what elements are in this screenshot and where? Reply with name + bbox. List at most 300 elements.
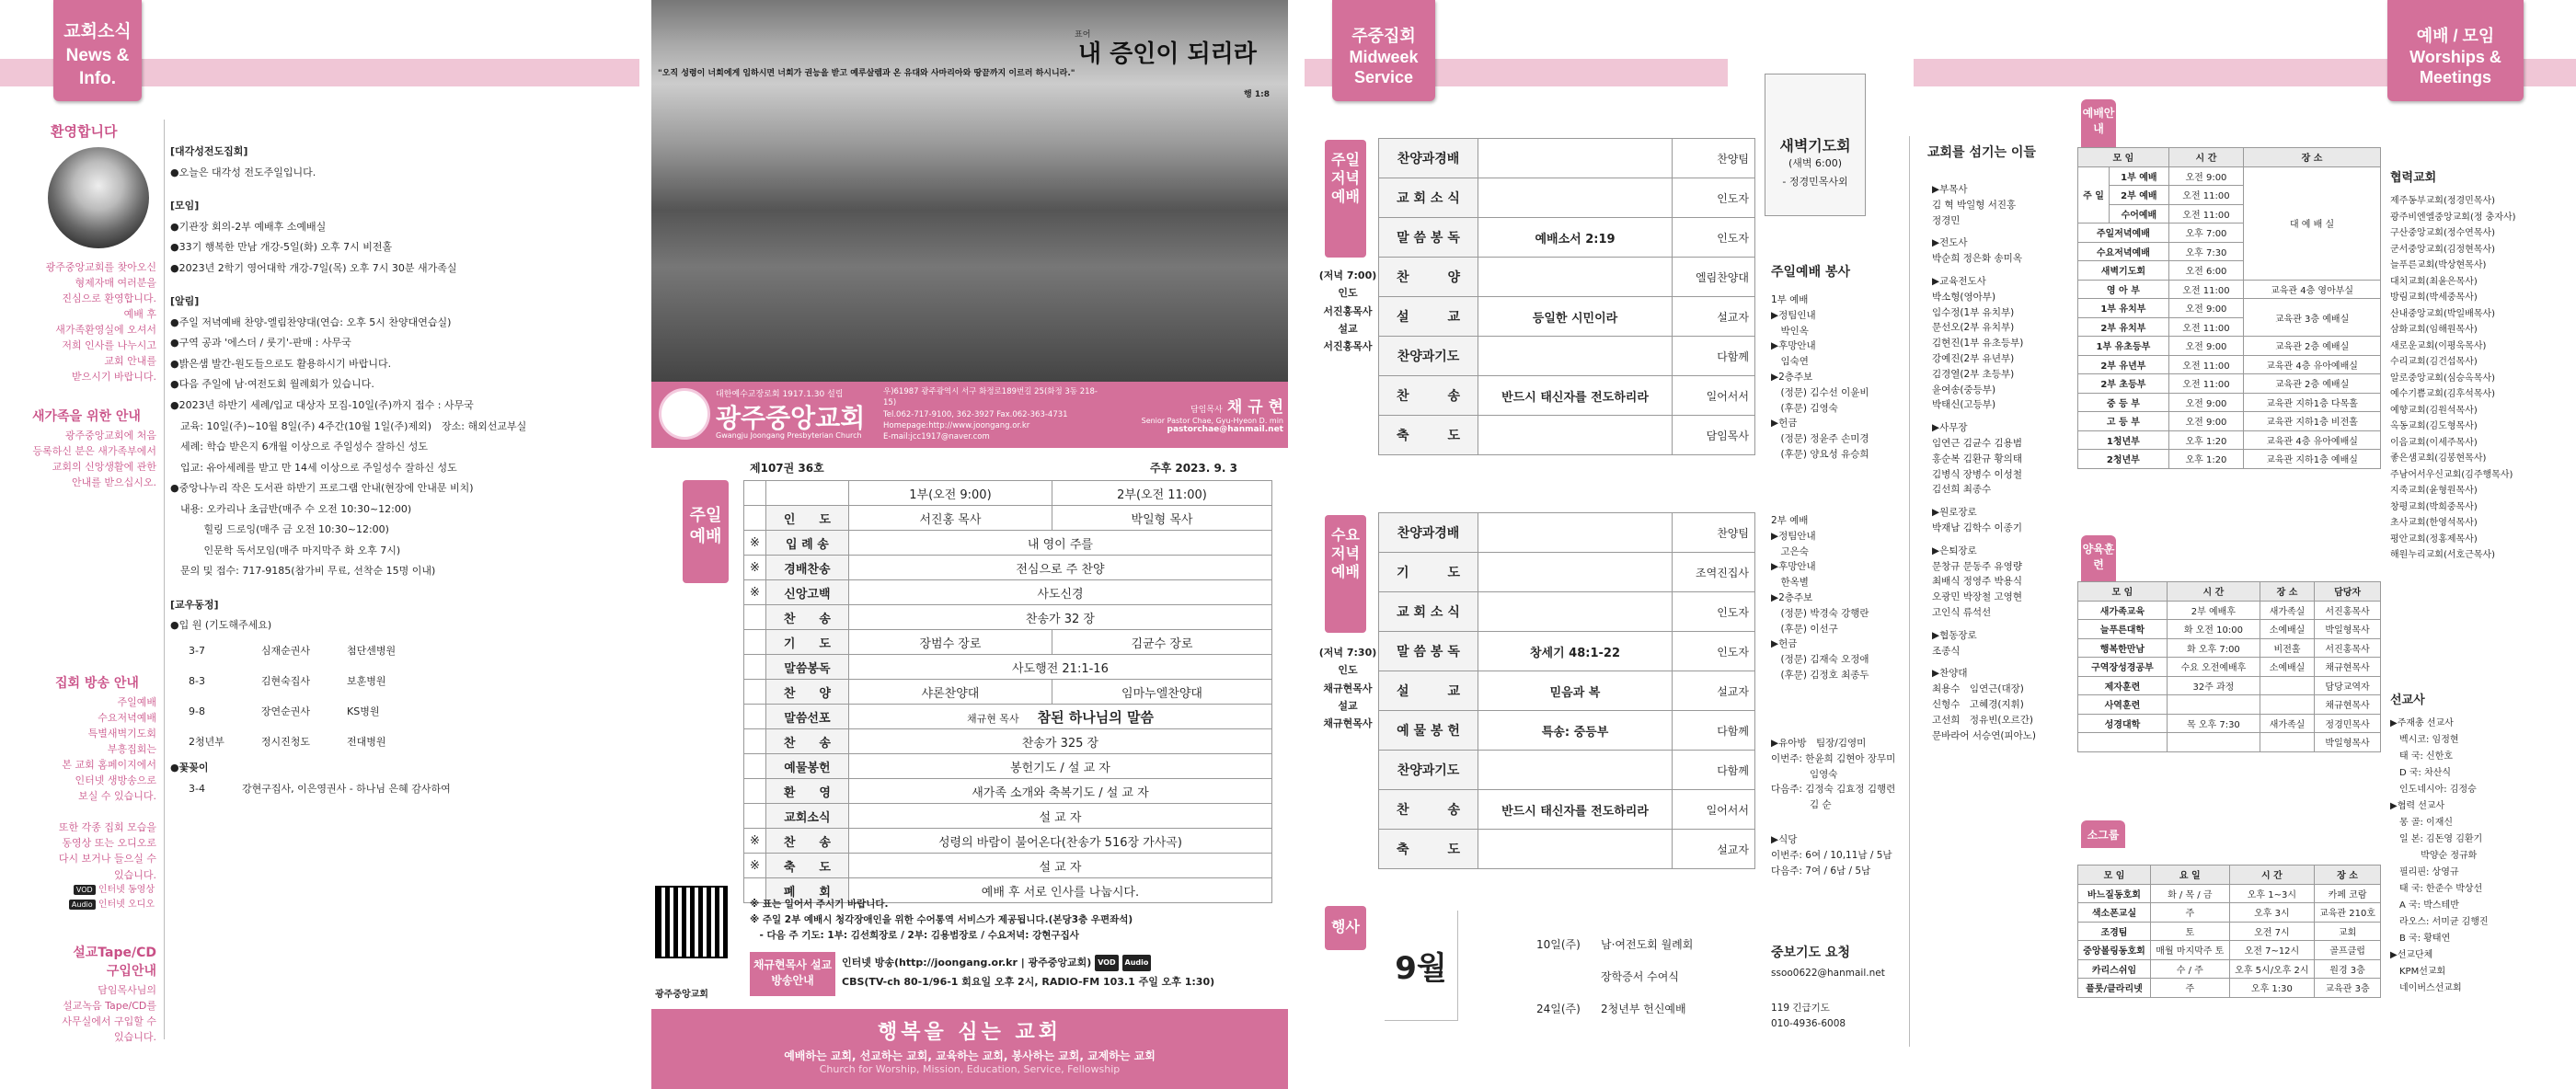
- worship-label: 주일예배: [683, 480, 729, 583]
- welcome-text: [9, 259, 156, 384]
- service-row: [1379, 376, 1755, 416]
- order-name: 교회소식: [765, 804, 848, 829]
- sun-info-line: 인도: [1338, 287, 1358, 300]
- serve-line: ▶2층주보: [1771, 591, 1813, 603]
- service-item: 찬 양: [1379, 258, 1478, 297]
- table-cell: 박일형목사: [2315, 733, 2381, 752]
- broadcast-line: 특별새벽기도회: [87, 728, 156, 740]
- service-item: 말 씀 봉 독: [1379, 632, 1478, 671]
- verse-text: "오직 성령이 너희에게 임하시면 너희가 권능을 받고 예루살렘과 온 유대와 사마리아와 땅끝까지 이르러 하시니라.": [658, 69, 1075, 78]
- church-sub: 대한예수교장로회 1917.1.30 설립: [716, 390, 844, 399]
- table-cell: 사역훈련: [2078, 695, 2168, 715]
- broadcast-text: [9, 694, 156, 883]
- hospital-row: [170, 667, 414, 697]
- coop-line: 예수기쁨교회(김후석목사): [2390, 389, 2496, 399]
- worship-name: 1부 예배: [2110, 166, 2169, 186]
- worship-name: 2부 유년부: [2078, 355, 2169, 374]
- table-cell: 새가족실: [2260, 714, 2314, 733]
- serve-title: 주일예배 봉사: [1771, 265, 1851, 280]
- event-name: 남·여전도회 월례회: [1601, 938, 1694, 951]
- table-cell: 새가족실: [2260, 601, 2314, 620]
- worship-order-table: [743, 480, 1272, 903]
- worship-place: 교육관 2층 예배실: [2244, 374, 2381, 394]
- service-person: 설교자: [1673, 297, 1755, 337]
- hospital-cell: 심재순권사: [260, 645, 311, 658]
- order-content: [848, 705, 1271, 729]
- team-line: ▶협동장로: [1932, 629, 1977, 641]
- events: [1536, 929, 1693, 1025]
- newcomer-heading: 새가족을 위한 안내: [32, 409, 141, 424]
- broadcast-line: 주일예배: [117, 696, 156, 708]
- hospital-row: [170, 697, 414, 728]
- table-cell: 구역장성경공부: [2078, 658, 2168, 677]
- serve-line: (후문) 이선구: [1771, 623, 1838, 635]
- service-row: [1379, 416, 1755, 455]
- order-mark: [744, 506, 766, 531]
- service-row: [1379, 671, 1755, 711]
- date: 주후 2023. 9. 3: [1150, 462, 1237, 475]
- sun-info-line: 서진홍목사: [1323, 304, 1373, 317]
- coop-line: 새로운교회(이평욱목사): [2390, 340, 2487, 351]
- service-person: 담임목사: [1673, 416, 1755, 455]
- nursery-info: [1771, 736, 1895, 813]
- table-head-cell: 시 간: [2168, 148, 2243, 167]
- meal-line: ▶식당: [1771, 834, 1798, 845]
- preacher: 채규현 목사: [966, 712, 1019, 725]
- order-row: [744, 854, 1272, 878]
- table-cell: 채규현목사: [2315, 695, 2381, 715]
- serve-line: 고은숙: [1771, 545, 1809, 557]
- order-row: [744, 829, 1272, 854]
- worship-place: 교육관 지하1층 비전홀: [2244, 412, 2381, 431]
- worship-time: 오전 9:00: [2168, 299, 2243, 318]
- news-tab: [53, 0, 142, 101]
- table-cell: 중앙볼링동호회: [2078, 941, 2151, 960]
- coop-line: 수리교회(김건섭목사): [2390, 357, 2478, 367]
- order-b: 박일형 목사: [1052, 506, 1271, 531]
- coop-line: 주남어서우신교회(김주행목사): [2390, 469, 2513, 480]
- serve-line: 박인옥: [1771, 325, 1809, 337]
- order-name: [765, 481, 848, 506]
- coop-line: 구산중앙교회(정수연목사): [2390, 228, 2496, 238]
- coop-line: 해원누리교회(서호근목사): [2390, 550, 2496, 560]
- mission-line: 몽 골: 이재신: [2390, 818, 2454, 828]
- hospital-cell: 3-7: [189, 645, 205, 658]
- wed-info-line: (저녁 7:30): [1318, 647, 1377, 659]
- table-cell: [2260, 695, 2314, 715]
- mission-line: KPM선교회: [2390, 967, 2446, 977]
- mission-line: 일 본: 김돈영 김환기: [2390, 834, 2483, 844]
- news-item: 교육: 10일(주)~10월 8일(주) 4주간(10월 1일(주)제외) 장소: 해외선교부실: [170, 419, 527, 432]
- table-cell: 카페 코람: [2315, 884, 2381, 903]
- service-item: 축 도: [1379, 830, 1478, 869]
- serve-line: (후문) 김정호 최종두: [1771, 669, 1869, 681]
- table-cell: 카리스쉬임: [2078, 959, 2151, 979]
- serve-line: (정문) 박경숙 강행란: [1771, 607, 1869, 619]
- service-row: [1379, 711, 1755, 751]
- newcomer-line: 광주중앙교회에 처음: [64, 430, 156, 441]
- hospital-cell: 전대병원: [347, 736, 386, 749]
- order-row: [744, 804, 1272, 829]
- table-cell: 제자훈련: [2078, 676, 2168, 695]
- mission-line: ▶선교단체: [2390, 950, 2433, 960]
- prayer-email[interactable]: ssoo0622@hanmail.net: [1771, 968, 1885, 979]
- welcome-line: 광주중앙교회를 찾아오신: [45, 261, 156, 273]
- team-line: 홍순복 김환규 황의태: [1932, 453, 2022, 464]
- worship-time: 오전 11:00: [2168, 280, 2243, 299]
- service-person: 설교자: [1673, 671, 1755, 711]
- team-line: 고선희 정유빈(오르간): [1932, 714, 2033, 726]
- order-mark: ※: [744, 580, 766, 605]
- service-content: 창세기 48:1-22: [1478, 632, 1673, 671]
- team-line: 김경열(2부 초등부): [1932, 368, 2015, 380]
- order-content: 새가족 소개와 축복기도 / 설 교 자: [848, 779, 1271, 804]
- order-mark: [744, 680, 766, 705]
- service-content: 반드시 태신자를 전도하리라: [1478, 790, 1673, 830]
- tab-title-ko: 교회소식: [63, 22, 132, 41]
- table-cell: 늘푸른대학: [2078, 620, 2168, 639]
- serve-line: ▶정팀인내: [1771, 309, 1816, 321]
- table-cell: 오후 1~3시: [2229, 884, 2315, 903]
- table-cell: 담당교역자: [2315, 676, 2381, 695]
- broadcast-line: 동영상 또는 오디오로: [62, 837, 156, 850]
- wednesday-evening-table: [1378, 512, 1755, 869]
- table-head-cell: 장 소: [2315, 865, 2381, 885]
- service-content: [1478, 416, 1673, 455]
- table-row: [2078, 884, 2381, 903]
- sermon-title: 참된 하나님의 말씀: [1037, 708, 1154, 726]
- tape-line: 담임목사님의: [98, 984, 156, 996]
- coop-line: 늘푸른교회(박상현목사): [2390, 260, 2487, 270]
- order-content: 설 교 자: [848, 804, 1271, 829]
- pastor-info: 담임목사 채 규 현 Senior Pastor Chae, Gyu-Hyeon D. min pastorchae@hanmail.net: [1141, 398, 1283, 434]
- table-row: [2078, 430, 2381, 450]
- mission-line: 인도네시아: 김정승: [2390, 785, 2477, 795]
- meal-line: 다음주: 7여 / 6남 / 5남: [1771, 865, 1871, 877]
- table-cell: 비전홀: [2260, 638, 2314, 658]
- sun-info-line: 서진홍목사: [1323, 340, 1373, 352]
- order-row: [744, 580, 1272, 605]
- service-person: 인도자: [1673, 592, 1755, 632]
- team-line: ▶교육전도사: [1932, 275, 1986, 287]
- coop-line: 옥동교회(김도형목사): [2390, 421, 2478, 431]
- order-row: [744, 605, 1272, 630]
- order-row: [744, 729, 1272, 754]
- note-line: ※ 주일 2부 예배시 청각장애인을 위한 수어통역 서비스가 제공됩니다.(본당3층 우편좌석): [750, 913, 1133, 925]
- table-head-cell: 시 간: [2167, 582, 2260, 602]
- event-month: 9월: [1385, 911, 1458, 1021]
- prayer-title: 중보기도 요청: [1771, 946, 1851, 960]
- order-name: 경배찬송: [765, 556, 848, 580]
- team-line: 정경민: [1932, 214, 1961, 226]
- team-line: 고인식 류석선: [1932, 606, 1992, 618]
- table-cell: 박일형목사: [2315, 620, 2381, 639]
- table-cell: 정경민목사: [2315, 714, 2381, 733]
- worship-time: 오전 9:00: [2168, 412, 2243, 431]
- divider: [164, 120, 165, 1039]
- team-line: 조종식: [1932, 645, 1961, 657]
- table-cell: [2167, 695, 2260, 715]
- table-header: [2078, 865, 2381, 885]
- divider: [1909, 136, 1910, 1047]
- service-content: [1478, 178, 1673, 218]
- coop-line: 예향교회(김원석목사): [2390, 405, 2478, 416]
- coop-title: 협력교회: [2390, 171, 2437, 185]
- wed-info-line: 인도: [1338, 664, 1358, 677]
- hospital-row: [170, 728, 414, 758]
- coop-line: 좋은샘교회(김봉현목사): [2390, 453, 2487, 464]
- order-mark: [744, 705, 766, 729]
- table-cell: 조경팀: [2078, 922, 2151, 941]
- table-row: [2078, 620, 2381, 639]
- welcome-line: 새가족환영실에 오셔서: [55, 324, 156, 337]
- order-row: [744, 556, 1272, 580]
- table-cell: 주: [2150, 903, 2229, 923]
- table-row: [2078, 374, 2381, 394]
- broadcast-line: 인터넷 생방송으로: [75, 774, 156, 787]
- order-a: 서진홍 목사: [848, 506, 1052, 531]
- team-line: 임수정(1부 유치부): [1932, 306, 2015, 318]
- order-content: 설 교 자: [848, 854, 1271, 878]
- mission-title: 선교사: [2390, 694, 2425, 707]
- broadcast-line: 보실 수 있습니다.: [78, 790, 156, 803]
- worship-place: 교육관 2층 예배실: [2244, 337, 2381, 356]
- news-body: [170, 129, 635, 799]
- broadcast-line: 본 교회 홈페이지에서: [62, 759, 156, 772]
- serve-line: 임숙연: [1771, 356, 1809, 368]
- order-name: 폐 회: [765, 878, 848, 903]
- team-line: ▶찬양대: [1932, 668, 1968, 680]
- team-line: 문창규 문동주 유영량: [1932, 560, 2022, 572]
- table-row: [2078, 941, 2381, 960]
- order-name: 인 도: [765, 506, 848, 531]
- tape-line: 설교녹음 Tape/CD를: [63, 1000, 156, 1013]
- serve-line: 2부 예배: [1771, 515, 1809, 526]
- tape-line: 사무실에서 구입할 수: [62, 1015, 156, 1028]
- sun-label: 주일저녁예배: [1325, 140, 1366, 258]
- serve-line: (정문) 김수선 이윤비: [1771, 386, 1869, 398]
- news-item: ●다음 주일에 남·여전도회 월례회가 있습니다.: [170, 378, 374, 391]
- service-item: 교 회 소 식: [1379, 178, 1478, 218]
- order-a: 샤론찬양대: [848, 680, 1052, 705]
- table-cell: 수 / 주: [2150, 959, 2229, 979]
- worship-time: 오전 11:00: [2168, 355, 2243, 374]
- service-row: [1379, 218, 1755, 258]
- news-item: ●중앙나누리 작은 도서관 하반기 프로그램 안내(현장에 안내문 비치): [170, 482, 474, 495]
- nursery-line: 김 순: [1771, 799, 1832, 811]
- order-b: 김균수 장로: [1052, 630, 1271, 655]
- church-en: Gwangju Joongang Presbyterian Church: [716, 431, 862, 440]
- order-mark: [744, 729, 766, 754]
- service-row: [1379, 513, 1755, 553]
- sun-info-line: 설교: [1338, 322, 1358, 335]
- table-row: [2078, 733, 2381, 752]
- hospital-cell: KS병원: [347, 705, 380, 718]
- news-item: ●입 원 (기도해주세요): [170, 619, 272, 632]
- table-cell: 32주 과정: [2167, 676, 2260, 695]
- coop-line: 방림교회(박세중목사): [2390, 292, 2478, 303]
- news-item: ●33기 행복한 만남 개강-5일(화) 오후 7시 비전홀: [170, 241, 393, 254]
- worship-time: 오전 9:00: [2168, 393, 2243, 412]
- mission-line: A 국: 박스테반: [2390, 900, 2459, 911]
- broadcast-line: 있습니다.: [113, 868, 156, 881]
- newcomer-line: 교회의 신앙생활에 관한: [52, 461, 156, 474]
- newcomer-line: 안내를 받으십시오.: [71, 476, 156, 489]
- team-list: [1932, 175, 2084, 743]
- team-line: 김현진(1부 유초등부): [1932, 338, 2024, 350]
- news-section-heading: [교우동정]: [170, 598, 219, 611]
- table-row: [2078, 658, 2381, 677]
- table-cell: 색소폰교실: [2078, 903, 2151, 923]
- news-item: 힐링 드로잉(매주 금 오전 10:30~12:00): [170, 523, 389, 536]
- hospital-cell: 2청년부: [189, 736, 224, 749]
- welcome-heading: 환영합니다: [51, 123, 118, 140]
- order-header: [744, 481, 1272, 506]
- table-cell: 화 오전 10:00: [2167, 620, 2260, 639]
- team-line: 임연근 김균수 김용범: [1932, 437, 2022, 449]
- broadcast-heading: 집회 방송 안내: [55, 676, 139, 691]
- coop-line: 이음교회(이세주목사): [2390, 437, 2478, 448]
- table-header: [2078, 582, 2381, 602]
- table-row: [2078, 355, 2381, 374]
- hospital-row: [170, 636, 414, 667]
- coop-line: 군서중앙교회(김정현목사): [2390, 244, 2496, 255]
- table-cell: [2078, 733, 2168, 752]
- online-label: 채규현목사 설교방송안내: [750, 952, 835, 996]
- service-content: [1478, 592, 1673, 632]
- serve-line: (후문) 양요성 유승희: [1771, 448, 1869, 460]
- team-line: 문선오(2부 유치부): [1932, 322, 2015, 334]
- news-item: ●기관장 회의-2부 예배후 소예배실: [170, 220, 327, 233]
- coop-line: 제주동부교회(정경민목사): [2390, 196, 2496, 206]
- motto-small: 표어: [1075, 30, 1091, 40]
- team-line: 박순희 정은화 송미옥: [1932, 253, 2022, 265]
- dawn-box: 새벽기도회 (새벽 6:00) - 정경민목사외: [1765, 74, 1866, 216]
- news-item: ●주일 저녁예배 찬양-엘림찬양대(연습: 오후 5시 찬양대연습실): [170, 315, 452, 328]
- team-line: ▶사무장: [1932, 422, 1968, 434]
- team-line: 김병식 장병수 이성철: [1932, 468, 2022, 480]
- service-content: [1478, 258, 1673, 297]
- news-item: 인문학 독서모임(매주 마지막주 화 오후 7시): [170, 544, 401, 556]
- audio-line[interactable]: Audio 인터넷 오디오: [53, 896, 155, 910]
- mission-line: ▶협력 선교사: [2390, 801, 2445, 811]
- table-row: [2078, 695, 2381, 715]
- news-item: ●밝은샘 발간-원도들으로도 활용하시기 바랍니다.: [170, 357, 392, 370]
- serve-first: [1771, 292, 1869, 463]
- service-person: 찬양팀: [1673, 513, 1755, 553]
- table-row: [2078, 638, 2381, 658]
- order-content: 내 영이 주를: [848, 531, 1271, 556]
- vod-line[interactable]: VOD 인터넷 동영상: [72, 881, 155, 895]
- tape-heading: 설교Tape/CD 구입안내: [73, 946, 156, 979]
- worship-name: 1부 유치부: [2078, 299, 2169, 318]
- flower-desc: 강현구집사, 이은영권사 - 하나님 은혜 감사하여: [241, 782, 451, 795]
- event-name: 2청년부 헌신예배: [1601, 1002, 1686, 1015]
- table-cell: 오전 7시: [2229, 922, 2315, 941]
- table-head-cell: 모 임: [2078, 865, 2151, 885]
- homepage-link[interactable]: Homepage:http://www.joongang.or.kr: [883, 420, 1030, 430]
- service-item: 설 교: [1379, 671, 1478, 711]
- table-row: [2078, 601, 2381, 620]
- serve-second: [1771, 513, 1869, 683]
- table-cell: [2260, 676, 2314, 695]
- news-section-heading: [알림]: [170, 295, 200, 308]
- team-line: ▶은퇴장로: [1932, 544, 1977, 556]
- service-row: [1379, 553, 1755, 592]
- order-row: [744, 680, 1272, 705]
- qr-code[interactable]: [657, 888, 726, 957]
- table-head-cell: 시 간: [2229, 865, 2315, 885]
- service-item: 찬양과경배: [1379, 139, 1478, 178]
- table-row: [2078, 299, 2381, 318]
- hospital-cell: 8-3: [189, 675, 205, 688]
- service-row: [1379, 337, 1755, 376]
- order-name: 기 도: [765, 630, 848, 655]
- table-head-cell: 요 일: [2150, 865, 2229, 885]
- order-row: [744, 630, 1272, 655]
- worship-name: 고 등 부: [2078, 412, 2169, 431]
- welcome-line: 예배 후: [123, 308, 156, 321]
- table-cell: 서진홍목사: [2315, 638, 2381, 658]
- order-name: 축 도: [765, 854, 848, 878]
- mission-line: 벡시코: 임정현: [2390, 735, 2459, 745]
- mission-line: 라오스: 서미균 김행진: [2390, 917, 2489, 927]
- worship-time: 오전 6:00: [2168, 261, 2243, 281]
- qr-label: 광주중앙교회: [655, 990, 708, 1000]
- table-cell: 화 / 목 / 금: [2150, 884, 2229, 903]
- table-cell: 소예배실: [2260, 658, 2314, 677]
- event-row: [1536, 993, 1693, 1026]
- news-item: ●구역 공과 '에스더 / 룻기'-판매 : 사무국: [170, 337, 351, 350]
- news-item: ●오늘은 대각성 전도주일입니다.: [170, 166, 316, 178]
- team-line: 박소형(영아부): [1932, 291, 1996, 303]
- order-name: 예물봉헌: [765, 754, 848, 779]
- mission-line: 필리핀: 상영규: [2390, 867, 2459, 877]
- worship-name: 2부 예배: [2110, 186, 2169, 205]
- service-item: 찬 송: [1379, 376, 1478, 416]
- worship-name: 1청년부: [2078, 430, 2169, 450]
- table-cell: 교회: [2315, 922, 2381, 941]
- svc1-label: 1부(오전 9:00): [848, 481, 1052, 506]
- service-item: 찬양과기도: [1379, 337, 1478, 376]
- table-cell: 행복한만남: [2078, 638, 2168, 658]
- footer-banner: 행복을 심는 교회 예배하는 교회, 선교하는 교회, 교육하는 교회, 봉사하는 교회, 교제하는 교회 Church for Worship, Mission, Education, Service, Fellowship: [651, 1009, 1288, 1089]
- mission-line: B 국: 황태연: [2390, 934, 2451, 944]
- order-mark: [744, 630, 766, 655]
- news-section-heading: [모임]: [170, 200, 200, 212]
- service-content: [1478, 751, 1673, 790]
- service-item: 교 회 소 식: [1379, 592, 1478, 632]
- group-table: [2077, 865, 2381, 998]
- group-label: 소그룹: [2081, 820, 2125, 848]
- news-item: 입교: 유아세례를 받고 만 14세 이상으로 주일성수 잘하신 성도: [170, 461, 457, 474]
- service-content: [1478, 513, 1673, 553]
- worship-time: 오후 7:30: [2168, 242, 2243, 261]
- service-row: [1379, 830, 1755, 869]
- table-header: [2078, 148, 2381, 167]
- order-mark: [744, 804, 766, 829]
- table-cell: 소예배실: [2260, 620, 2314, 639]
- event-row: [1536, 929, 1693, 961]
- worship-time: 오전 11:00: [2168, 186, 2243, 205]
- serve-line: (정문) 김재숙 오정애: [1771, 654, 1869, 666]
- service-content: [1478, 337, 1673, 376]
- table-cell: 목 오후 7:30: [2167, 714, 2260, 733]
- service-person: 다함께: [1673, 337, 1755, 376]
- service-row: [1379, 790, 1755, 830]
- coop-line: 알로중앙교회(심승옥목사): [2390, 373, 2496, 384]
- worship-time: 오후 1:20: [2168, 430, 2243, 450]
